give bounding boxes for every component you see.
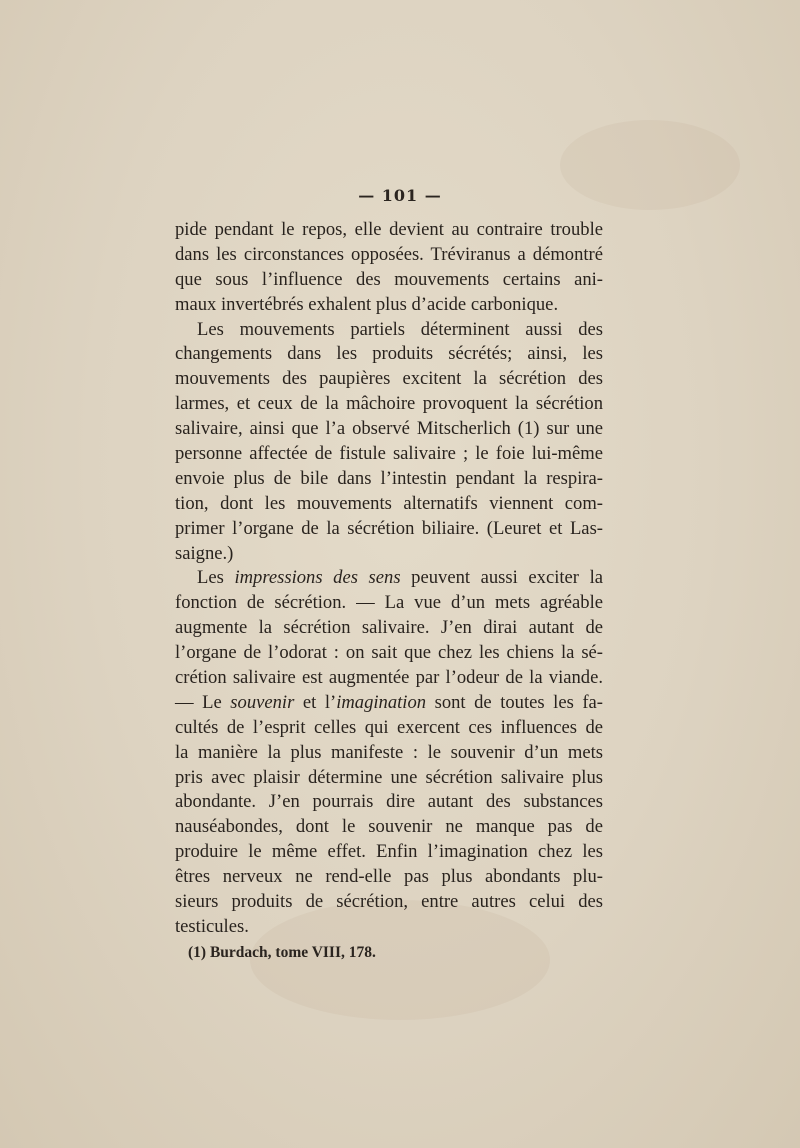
text-line: salivaire, ainsi que l’a observé Mitscherlich (1) sur une [175, 418, 603, 440]
text-line: que sous l’influence des mouvements certains ani- [175, 268, 603, 290]
text-line: envoie plus de bile dans l’intestin pendant la respira- [175, 467, 603, 489]
text-line: maux invertébrés exhalent plus d’acide carbonique. [175, 293, 559, 315]
italic-run: imagination [336, 691, 427, 713]
text-line: mouvements des paupières excitent la sécrétion des [175, 368, 603, 390]
text-line [175, 566, 603, 591]
text-line: crétion salivaire est augmentée par l’odeur de la viande. [175, 667, 603, 689]
text-run: — Le [175, 691, 231, 713]
text-run: sont de toutes les fa- [426, 691, 603, 713]
text-line: testicules. [175, 915, 249, 937]
text-line [175, 691, 603, 716]
footnote: (1) Burdach, tome VIII, 178. [188, 944, 376, 961]
body-text [175, 218, 603, 940]
italic-run: souvenir [230, 691, 295, 713]
text-line: cultés de l’esprit celles qui exercent ces influences de [175, 716, 603, 738]
text-line: saigne.) [175, 542, 234, 564]
text-line: pris avec plaisir détermine une sécrétion salivaire plus [175, 766, 603, 788]
text-line: l’organe de l’odorat : on sait que chez les chiens la sé- [175, 642, 603, 664]
text-run: peuvent aussi exciter la [400, 567, 603, 589]
italic-run: impressions des sens [234, 567, 401, 589]
text-line: fonction de sécrétion. — La vue d’un mets agréable [175, 592, 603, 614]
text-line: pide pendant le repos, elle devient au contraire trouble [175, 219, 603, 240]
text-run: Les [197, 567, 235, 589]
text-line: changements dans les produits sécrétés; ainsi, les [175, 343, 603, 365]
text-line: produire le même effet. Enfin l’imagination chez les [175, 841, 603, 863]
text-line: tion, dont les mouvements alternatifs viennent com- [175, 492, 603, 514]
text-line: larmes, et ceux de la mâchoire provoquent la sécrétion [175, 393, 603, 415]
text-line: augmente la sécrétion salivaire. J’en dirai autant de [175, 617, 603, 639]
text-line: Les mouvements partiels déterminent aussi des [197, 318, 603, 340]
text-line: êtres nerveux ne rend-elle pas plus abondants plu- [175, 866, 603, 888]
text-line: abondante. J’en pourrais dire autant des substances [175, 791, 603, 813]
text-line: nauséabondes, dont le souvenir ne manque pas de [175, 816, 603, 838]
text-line: la manière la plus manifeste : le souvenir d’un mets [175, 741, 603, 763]
text-run: et l’ [294, 691, 337, 713]
text-line: sieurs produits de sécrétion, entre autres celui des [175, 891, 603, 913]
text-line: personne affectée de fistule salivaire ; le foie lui-même [175, 443, 603, 465]
text-line: dans les circonstances opposées. Tréviranus a démontré [175, 243, 603, 265]
text-line: primer l’organe de la sécrétion biliaire. (Leuret et Las- [175, 517, 603, 539]
page-number: — 101 — [358, 186, 442, 205]
